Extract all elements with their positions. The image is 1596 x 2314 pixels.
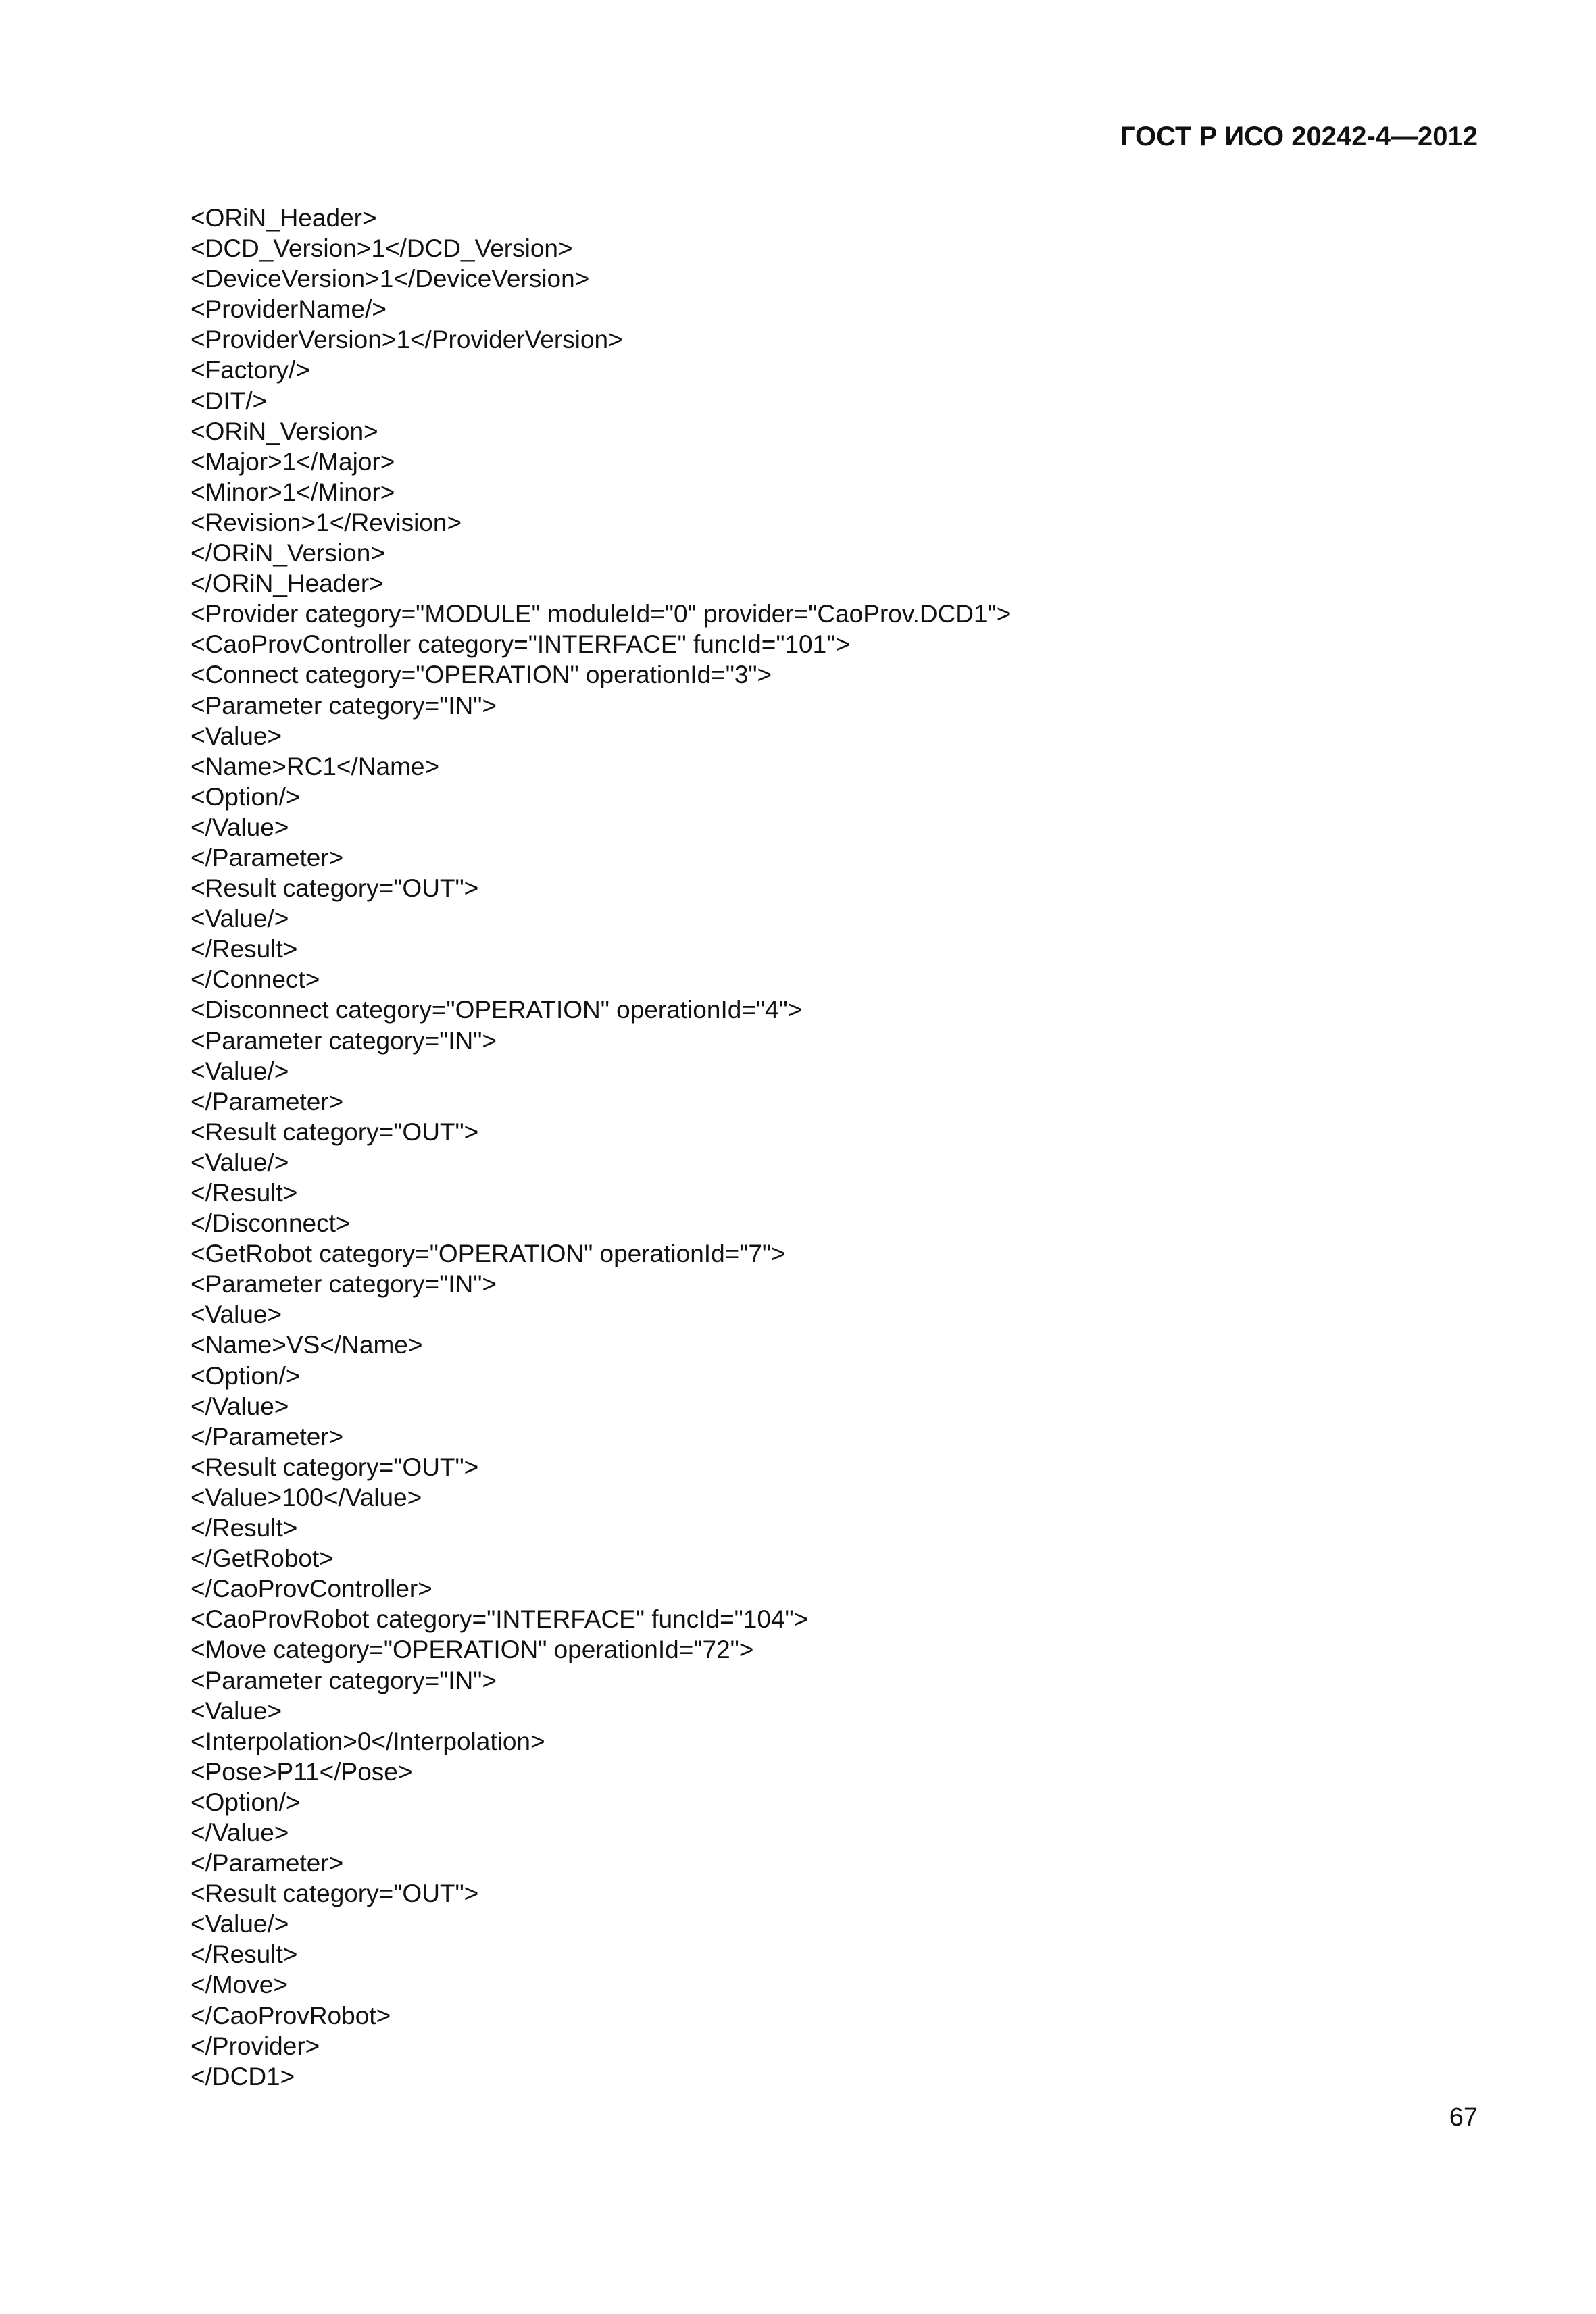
code-line: <Revision>1</Revision> <box>191 508 462 536</box>
code-line: <Value>100</Value> <box>191 1483 422 1511</box>
code-line: <Name>RC1</Name> <box>191 752 440 780</box>
code-line: <Result category="OUT"> <box>191 1453 479 1481</box>
code-line: <Value> <box>191 1696 282 1725</box>
code-line: </Value> <box>191 1818 289 1846</box>
code-line: </CaoProvController> <box>191 1575 432 1603</box>
code-line: <Parameter category="IN"> <box>191 1026 497 1055</box>
code-line: <Parameter category="IN"> <box>191 1270 497 1299</box>
code-line: <DCD_Version>1</DCD_Version> <box>191 234 573 263</box>
code-line: <Provider category="MODULE" moduleId="0" provider="CaoProv.DCD1"> <box>191 600 1012 628</box>
code-line: <ORiN_Version> <box>191 417 378 445</box>
code-line: </Disconnect> <box>191 1209 351 1238</box>
code-line: <Interpolation>0</Interpolation> <box>191 1727 545 1755</box>
code-line: <Major>1</Major> <box>191 447 395 476</box>
document-header-standard-id: ГОСТ Р ИСО 20242-4—2012 <box>1120 122 1478 151</box>
page-number: 67 <box>1449 2103 1478 2132</box>
code-line: </ORiN_Header> <box>191 570 384 598</box>
xml-code-listing <box>191 203 1011 2092</box>
code-line: <Value/> <box>191 1148 289 1176</box>
code-line: <Parameter category="IN"> <box>191 691 497 720</box>
code-line: <Option/> <box>191 1361 301 1390</box>
code-line: <Result category="OUT"> <box>191 1117 479 1146</box>
code-line: <Name>VS</Name> <box>191 1331 423 1359</box>
code-line: <CaoProvRobot category="INTERFACE" funcId="104"> <box>191 1605 809 1634</box>
code-line: <Minor>1</Minor> <box>191 478 395 506</box>
code-line: <Parameter category="IN"> <box>191 1666 497 1694</box>
code-line: <DIT/> <box>191 386 268 415</box>
code-line: </Parameter> <box>191 1087 344 1115</box>
code-line: <ORiN_Header> <box>191 204 377 232</box>
code-line: </Parameter> <box>191 1422 344 1451</box>
code-line: <Option/> <box>191 1788 301 1816</box>
code-line: </DCD1> <box>191 2062 295 2090</box>
code-line: </Result> <box>191 1179 298 1207</box>
code-line: </Provider> <box>191 2032 320 2060</box>
code-line: </Move> <box>191 1971 288 1999</box>
code-line: </Result> <box>191 1940 298 1969</box>
code-line: <Connect category="OPERATION" operationId="3"> <box>191 661 772 689</box>
code-line: <Value> <box>191 1301 282 1329</box>
code-line: <ProviderVersion>1</ProviderVersion> <box>191 326 623 354</box>
code-line: <Result category="OUT"> <box>191 1880 479 1908</box>
code-line: </ORiN_Version> <box>191 539 385 568</box>
code-line: </Result> <box>191 935 298 963</box>
code-line: </Value> <box>191 1392 289 1420</box>
code-line: <Disconnect category="OPERATION" operationId="4"> <box>191 996 803 1024</box>
code-line: </Parameter> <box>191 843 344 872</box>
code-line: <ProviderName/> <box>191 295 386 324</box>
code-line: </CaoProvRobot> <box>191 2001 391 2030</box>
code-line: <Value> <box>191 722 282 750</box>
code-line: <Pose>P11</Pose> <box>191 1757 413 1786</box>
code-line: <Result category="OUT"> <box>191 874 479 903</box>
code-line: <CaoProvController category="INTERFACE" funcId="101"> <box>191 630 850 659</box>
code-line: <Value/> <box>191 905 289 933</box>
code-line: </GetRobot> <box>191 1544 334 1573</box>
code-line: </Parameter> <box>191 1849 344 1878</box>
code-line: <DeviceVersion>1</DeviceVersion> <box>191 265 590 293</box>
code-line: </Result> <box>191 1514 298 1542</box>
code-line: <Move category="OPERATION" operationId="72"> <box>191 1636 754 1664</box>
code-line: <Factory/> <box>191 356 310 384</box>
code-line: </Value> <box>191 813 289 841</box>
code-line: <Value/> <box>191 1057 289 1085</box>
code-line: <GetRobot category="OPERATION" operationId="7"> <box>191 1240 786 1268</box>
code-line: <Value/> <box>191 1910 289 1938</box>
code-line: <Option/> <box>191 782 301 811</box>
code-line: </Connect> <box>191 965 320 994</box>
